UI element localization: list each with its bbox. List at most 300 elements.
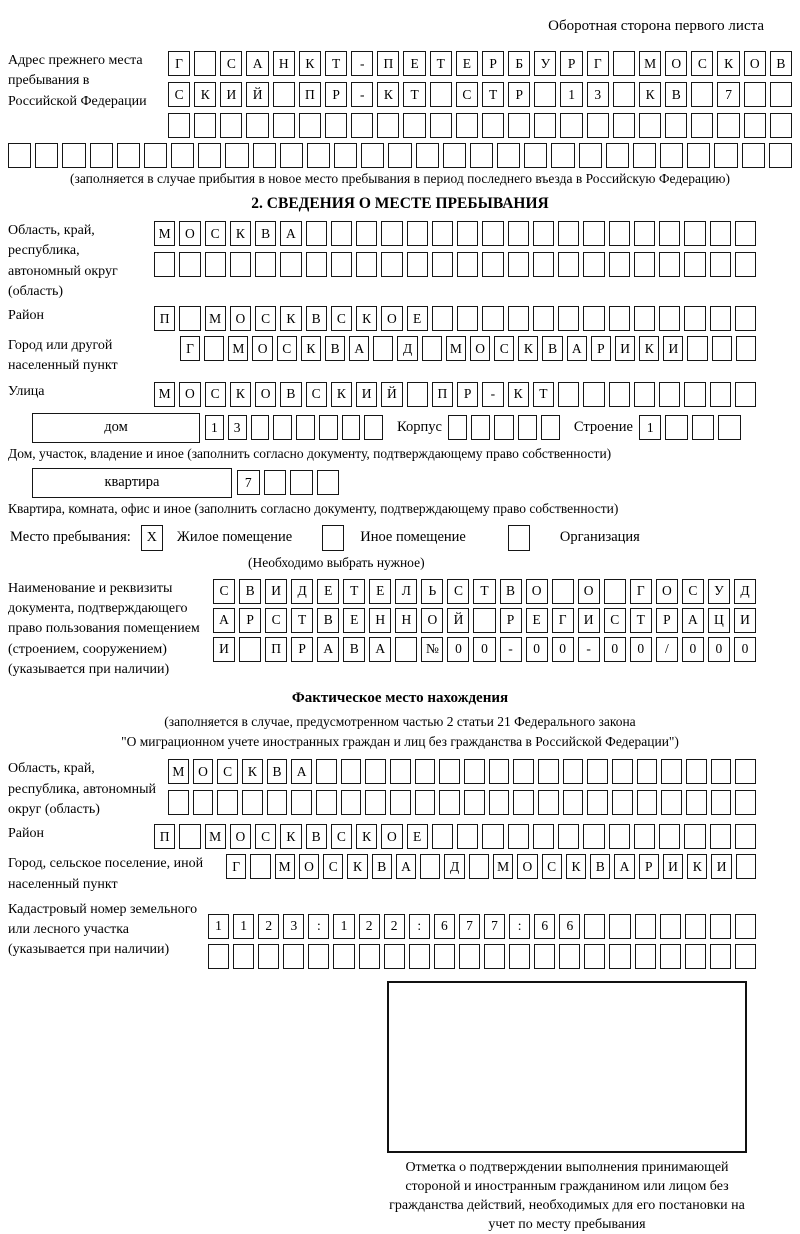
- actual-city-row: [226, 854, 756, 879]
- char-cell: [361, 143, 384, 168]
- char-cell: [558, 824, 579, 849]
- char-cell: О: [381, 306, 402, 331]
- char-cell: [291, 790, 312, 815]
- char-cell: [534, 944, 555, 969]
- char-cell: Р: [482, 51, 504, 76]
- district-label: Район: [8, 308, 44, 324]
- char-cell: [518, 415, 537, 440]
- char-cell: [267, 790, 288, 815]
- char-cell: [62, 143, 85, 168]
- char-cell: [533, 824, 554, 849]
- char-cell: [482, 306, 503, 331]
- char-cell: [432, 306, 453, 331]
- char-cell: С: [255, 824, 276, 849]
- char-cell: Т: [473, 579, 495, 604]
- char-cell: С: [604, 608, 626, 633]
- char-cell: [230, 252, 251, 277]
- char-cell: С: [205, 221, 226, 246]
- char-cell: [513, 790, 534, 815]
- char-cell: 7: [459, 914, 480, 939]
- char-cell: [634, 252, 655, 277]
- char-cell: К: [230, 221, 251, 246]
- char-cell: -: [578, 637, 600, 662]
- document-label: Наименование и реквизиты документа, подтверждающего право пользования помещением (строением, сооружением) (указывается при наличии): [8, 580, 200, 677]
- char-cell: :: [409, 914, 430, 939]
- char-cell: [319, 415, 338, 440]
- char-cell: И: [356, 382, 377, 407]
- char-cell: [384, 944, 405, 969]
- char-cell: [637, 759, 658, 784]
- char-cell: [710, 824, 731, 849]
- char-cell: 1: [560, 82, 582, 107]
- char-cell: [558, 221, 579, 246]
- char-cell: [341, 759, 362, 784]
- char-cell: Р: [457, 382, 478, 407]
- char-cell: С: [265, 608, 287, 633]
- char-cell: В: [255, 221, 276, 246]
- char-cell: К: [242, 759, 263, 784]
- actual-location-note-line1: (заполняется в случае, предусмотренном частью 2 статьи 21 Федерального закона: [164, 714, 636, 730]
- char-cell: Е: [403, 51, 425, 76]
- char-cell: 7: [484, 914, 505, 939]
- char-cell: И: [578, 608, 600, 633]
- char-cell: [691, 113, 713, 138]
- char-cell: [407, 382, 428, 407]
- char-cell: 1: [233, 914, 254, 939]
- region-label: Область, край, республика, автономный округ (область): [8, 223, 118, 299]
- char-cell: Л: [395, 579, 417, 604]
- char-cell: -: [351, 82, 373, 107]
- char-cell: [534, 113, 556, 138]
- char-cell: Е: [456, 51, 478, 76]
- char-cell: С: [682, 579, 704, 604]
- char-cell: М: [205, 824, 226, 849]
- char-cell: [613, 51, 635, 76]
- char-cell: [609, 824, 630, 849]
- char-cell: 3: [283, 914, 304, 939]
- char-cell: [464, 759, 485, 784]
- cadastral-field: [8, 900, 756, 969]
- region-field: [8, 221, 756, 302]
- char-cell: С: [494, 336, 514, 361]
- char-cell: Д: [291, 579, 313, 604]
- char-cell: М: [639, 51, 661, 76]
- apartment-note: Квартира, комната, офис и иное (заполнить согласно документу, подтверждающему право собственности): [8, 500, 619, 516]
- korpus-cells: [448, 415, 560, 440]
- char-cell: [290, 470, 313, 495]
- char-cell: [205, 252, 226, 277]
- char-cell: [459, 944, 480, 969]
- char-cell: В: [306, 824, 327, 849]
- char-cell: [280, 143, 303, 168]
- char-cell: О: [299, 854, 319, 879]
- char-cell: Р: [239, 608, 261, 633]
- char-cell: К: [639, 336, 659, 361]
- char-cell: [489, 759, 510, 784]
- char-cell: -: [500, 637, 522, 662]
- char-cell: Г: [180, 336, 200, 361]
- char-cell: [659, 306, 680, 331]
- prev-address-field: [8, 51, 792, 138]
- char-cell: [470, 143, 493, 168]
- actual-district-row: [154, 824, 756, 849]
- char-cell: [533, 221, 554, 246]
- char-cell: [659, 252, 680, 277]
- actual-city-label: Город, сельское поселение, иной населенный пункт: [8, 856, 204, 892]
- char-cell: Д: [734, 579, 756, 604]
- char-cell: А: [246, 51, 268, 76]
- char-cell: [660, 914, 681, 939]
- char-cell: [524, 143, 547, 168]
- char-cell: [604, 579, 626, 604]
- char-cell: 1: [639, 415, 662, 440]
- char-cell: [154, 252, 175, 277]
- char-cell: [735, 914, 756, 939]
- char-cell: [251, 415, 270, 440]
- char-cell: [8, 143, 31, 168]
- char-cell: [484, 944, 505, 969]
- char-cell: 2: [359, 914, 380, 939]
- char-cell: У: [534, 51, 556, 76]
- prev-address-row-2: [168, 82, 792, 107]
- char-cell: М: [493, 854, 513, 879]
- char-cell: 1: [208, 914, 229, 939]
- char-cell: Р: [656, 608, 678, 633]
- char-cell: [686, 759, 707, 784]
- char-cell: [684, 382, 705, 407]
- stay-type-checkbox-organization: [508, 525, 530, 551]
- char-cell: [660, 944, 681, 969]
- stay-type-checkbox-residential: X: [141, 525, 163, 551]
- char-cell: [659, 824, 680, 849]
- char-cell: [685, 944, 706, 969]
- char-cell: О: [665, 51, 687, 76]
- cadastral-row-1: [208, 914, 756, 939]
- stay-type-option-residential: Жилое помещение: [176, 529, 293, 546]
- char-cell: [443, 143, 466, 168]
- document-row-2: [213, 608, 756, 633]
- char-cell: 3: [587, 82, 609, 107]
- char-cell: [635, 944, 656, 969]
- section2-title: 2. СВЕДЕНИЯ О МЕСТЕ ПРЕБЫВАНИЯ: [251, 195, 549, 212]
- char-cell: [660, 143, 683, 168]
- char-cell: [482, 221, 503, 246]
- house-row: [32, 413, 756, 443]
- char-cell: [430, 113, 452, 138]
- char-cell: [381, 252, 402, 277]
- char-cell: Р: [291, 637, 313, 662]
- char-cell: [711, 759, 732, 784]
- char-cell: О: [381, 824, 402, 849]
- char-cell: [685, 914, 706, 939]
- char-cell: [665, 113, 687, 138]
- char-cell: С: [331, 824, 352, 849]
- district-field: [8, 306, 756, 331]
- char-cell: [714, 143, 737, 168]
- char-cell: С: [456, 82, 478, 107]
- char-cell: С: [205, 382, 226, 407]
- char-cell: [612, 790, 633, 815]
- char-cell: О: [656, 579, 678, 604]
- char-cell: А: [280, 221, 301, 246]
- char-cell: [258, 944, 279, 969]
- char-cell: [710, 252, 731, 277]
- char-cell: [432, 824, 453, 849]
- char-cell: [508, 221, 529, 246]
- char-cell: В: [500, 579, 522, 604]
- char-cell: П: [265, 637, 287, 662]
- char-cell: И: [615, 336, 635, 361]
- char-cell: [364, 415, 383, 440]
- char-cell: А: [291, 759, 312, 784]
- char-cell: [356, 221, 377, 246]
- actual-location-note-line2: "О миграционном учете иностранных граждан и лиц без гражданства в Российской Федерации"): [121, 733, 679, 749]
- char-cell: С: [691, 51, 713, 76]
- char-cell: [208, 944, 229, 969]
- char-cell: С: [217, 759, 238, 784]
- char-cell: [583, 382, 604, 407]
- stay-type-row: [10, 525, 792, 551]
- char-cell: [225, 143, 248, 168]
- char-cell: [736, 336, 756, 361]
- char-cell: [198, 143, 221, 168]
- char-cell: [179, 252, 200, 277]
- char-cell: /: [656, 637, 678, 662]
- char-cell: [194, 113, 216, 138]
- char-cell: [469, 854, 489, 879]
- char-cell: [359, 944, 380, 969]
- char-cell: П: [432, 382, 453, 407]
- actual-city-field: [8, 854, 756, 895]
- char-cell: [508, 824, 529, 849]
- char-cell: С: [323, 854, 343, 879]
- char-cell: [217, 790, 238, 815]
- char-cell: Т: [343, 579, 365, 604]
- char-cell: А: [213, 608, 235, 633]
- char-cell: Н: [369, 608, 391, 633]
- char-cell: Р: [500, 608, 522, 633]
- char-cell: [253, 143, 276, 168]
- char-cell: [684, 252, 705, 277]
- char-cell: [634, 824, 655, 849]
- char-cell: [273, 415, 292, 440]
- char-cell: [403, 113, 425, 138]
- char-cell: Г: [552, 608, 574, 633]
- char-cell: 0: [447, 637, 469, 662]
- char-cell: К: [194, 82, 216, 107]
- house-note: Дом, участок, владение и иное (заполнить согласно документу, подтверждающему право собственности): [8, 445, 612, 461]
- char-cell: [365, 790, 386, 815]
- char-cell: О: [193, 759, 214, 784]
- char-cell: Т: [482, 82, 504, 107]
- char-cell: [687, 336, 707, 361]
- char-cell: [634, 382, 655, 407]
- char-cell: [563, 790, 584, 815]
- char-cell: 0: [630, 637, 652, 662]
- char-cell: [558, 382, 579, 407]
- char-cell: К: [687, 854, 707, 879]
- char-cell: [356, 252, 377, 277]
- char-cell: 1: [333, 914, 354, 939]
- char-cell: С: [277, 336, 297, 361]
- char-cell: Й: [246, 82, 268, 107]
- char-cell: [457, 252, 478, 277]
- char-cell: [351, 113, 373, 138]
- char-cell: М: [446, 336, 466, 361]
- char-cell: С: [331, 306, 352, 331]
- char-cell: [609, 382, 630, 407]
- char-cell: О: [470, 336, 490, 361]
- char-cell: [609, 221, 630, 246]
- char-cell: [246, 113, 268, 138]
- char-cell: [415, 759, 436, 784]
- char-cell: [559, 944, 580, 969]
- char-cell: [770, 113, 792, 138]
- document-row-3: [213, 637, 756, 662]
- char-cell: [684, 221, 705, 246]
- char-cell: [334, 143, 357, 168]
- char-cell: И: [663, 336, 683, 361]
- char-cell: Т: [325, 51, 347, 76]
- char-cell: В: [770, 51, 792, 76]
- char-cell: [612, 759, 633, 784]
- char-cell: 1: [205, 415, 224, 440]
- char-cell: [735, 252, 756, 277]
- char-cell: [609, 944, 630, 969]
- char-cell: Й: [447, 608, 469, 633]
- char-cell: [422, 336, 442, 361]
- char-cell: [583, 306, 604, 331]
- char-cell: К: [518, 336, 538, 361]
- char-cell: [684, 306, 705, 331]
- char-cell: 7: [237, 470, 260, 495]
- char-cell: [388, 143, 411, 168]
- char-cell: К: [299, 51, 321, 76]
- char-cell: Й: [381, 382, 402, 407]
- city-row: [180, 336, 756, 361]
- char-cell: [509, 944, 530, 969]
- char-cell: [457, 221, 478, 246]
- char-cell: А: [396, 854, 416, 879]
- char-cell: [541, 415, 560, 440]
- char-cell: 0: [552, 637, 574, 662]
- cadastral-label: Кадастровый номер земельного или лесного участка (указывается при наличии): [8, 901, 198, 958]
- char-cell: С: [213, 579, 235, 604]
- char-cell: [538, 790, 559, 815]
- street-row: [154, 382, 756, 407]
- prev-address-row-1: [168, 51, 792, 76]
- city-label: Город или другой населенный пункт: [8, 338, 118, 374]
- apartment-row: [32, 468, 756, 498]
- char-cell: [497, 143, 520, 168]
- char-cell: [584, 914, 605, 939]
- char-cell: К: [377, 82, 399, 107]
- korpus-label: Корпус: [397, 419, 442, 436]
- char-cell: О: [526, 579, 548, 604]
- char-cell: [325, 113, 347, 138]
- char-cell: О: [517, 854, 537, 879]
- char-cell: [239, 637, 261, 662]
- char-cell: [306, 221, 327, 246]
- char-cell: К: [566, 854, 586, 879]
- char-cell: К: [356, 306, 377, 331]
- char-cell: [587, 759, 608, 784]
- char-cell: [659, 382, 680, 407]
- char-cell: [432, 252, 453, 277]
- char-cell: [179, 824, 200, 849]
- char-cell: [415, 790, 436, 815]
- actual-district-label: Район: [8, 826, 44, 842]
- char-cell: В: [239, 579, 261, 604]
- char-cell: [233, 944, 254, 969]
- char-cell: [308, 944, 329, 969]
- char-cell: К: [331, 382, 352, 407]
- char-cell: [280, 252, 301, 277]
- char-cell: К: [301, 336, 321, 361]
- char-cell: Е: [317, 579, 339, 604]
- char-cell: П: [299, 82, 321, 107]
- char-cell: [684, 824, 705, 849]
- char-cell: [637, 790, 658, 815]
- char-cell: [194, 51, 216, 76]
- char-cell: [579, 143, 602, 168]
- char-cell: [439, 790, 460, 815]
- char-cell: [264, 470, 287, 495]
- actual-region-row-2: [168, 790, 756, 815]
- char-cell: [482, 252, 503, 277]
- char-cell: [296, 415, 315, 440]
- char-cell: 3: [228, 415, 247, 440]
- char-cell: И: [663, 854, 683, 879]
- char-cell: [416, 143, 439, 168]
- char-cell: [508, 306, 529, 331]
- char-cell: [395, 637, 417, 662]
- char-cell: [482, 113, 504, 138]
- char-cell: В: [343, 637, 365, 662]
- char-cell: [551, 143, 574, 168]
- char-cell: [735, 382, 756, 407]
- cadastral-row-2: [208, 944, 756, 969]
- char-cell: [373, 336, 393, 361]
- char-cell: О: [421, 608, 443, 633]
- char-cell: [533, 306, 554, 331]
- char-cell: О: [230, 824, 251, 849]
- char-cell: [409, 944, 430, 969]
- char-cell: В: [665, 82, 687, 107]
- char-cell: А: [349, 336, 369, 361]
- char-cell: [508, 252, 529, 277]
- char-cell: 6: [534, 914, 555, 939]
- char-cell: [482, 824, 503, 849]
- char-cell: О: [179, 221, 200, 246]
- house-number-cells: [205, 415, 383, 440]
- char-cell: О: [252, 336, 272, 361]
- char-cell: [583, 824, 604, 849]
- char-cell: О: [744, 51, 766, 76]
- char-cell: [639, 113, 661, 138]
- char-cell: [494, 415, 513, 440]
- char-cell: Д: [444, 854, 464, 879]
- char-cell: [710, 382, 731, 407]
- char-cell: [331, 252, 352, 277]
- char-cell: В: [267, 759, 288, 784]
- char-cell: И: [734, 608, 756, 633]
- char-cell: П: [154, 306, 175, 331]
- char-cell: [659, 221, 680, 246]
- char-cell: [609, 306, 630, 331]
- char-cell: [718, 415, 741, 440]
- char-cell: [735, 824, 756, 849]
